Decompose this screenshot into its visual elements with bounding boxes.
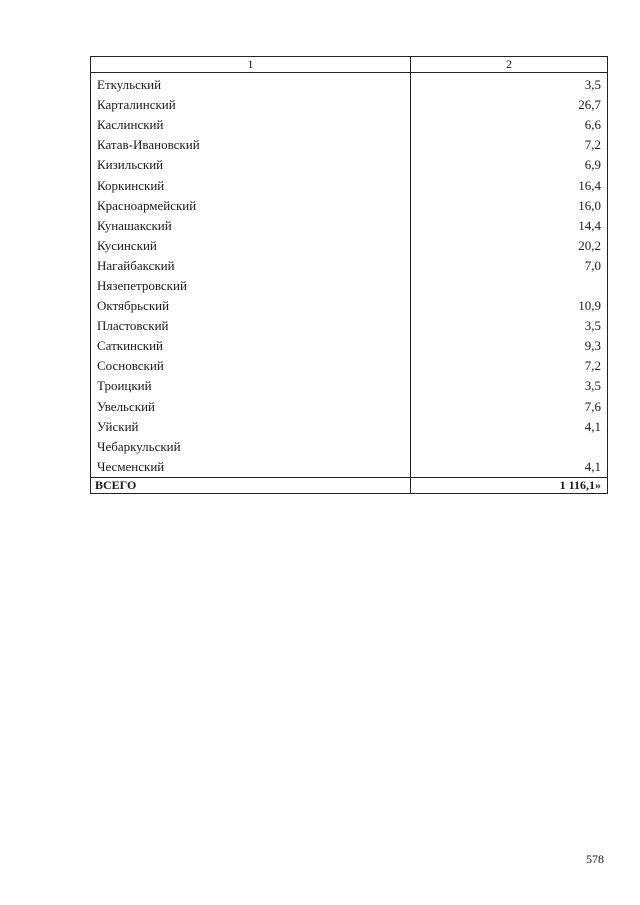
district-value-cell: 7,2: [411, 356, 608, 376]
district-name-cell: Красноармейский: [91, 196, 411, 216]
district-value-cell: 16,0: [411, 196, 608, 216]
table-row: [91, 216, 608, 236]
district-values-table: [90, 56, 608, 494]
district-name-cell: Кусинский: [91, 236, 411, 256]
district-value-cell: 7,6: [411, 397, 608, 417]
table-row: [91, 296, 608, 316]
district-name-cell: Чебаркульский: [91, 437, 411, 457]
district-value-cell: 9,3: [411, 336, 608, 356]
district-value-cell: 20,2: [411, 236, 608, 256]
district-name-cell: Нязепетровский: [91, 276, 411, 296]
total-value-cell: 1 116,1»: [411, 477, 608, 493]
district-name-cell: Троицкий: [91, 376, 411, 396]
table-row: [91, 175, 608, 195]
district-name-cell: Пластовский: [91, 316, 411, 336]
district-name-cell: Нагайбакский: [91, 256, 411, 276]
district-name-cell: Карталинский: [91, 95, 411, 115]
district-name-cell: Увельский: [91, 397, 411, 417]
district-value-cell: 26,7: [411, 95, 608, 115]
table-row: [91, 196, 608, 216]
district-name-cell: Кунашакский: [91, 216, 411, 236]
district-value-cell: 7,2: [411, 135, 608, 155]
table-row: [91, 115, 608, 135]
table-row: [91, 397, 608, 417]
district-name-cell: Сосновский: [91, 356, 411, 376]
table-row: [91, 236, 608, 256]
table-row: [91, 336, 608, 356]
district-name-cell: Саткинский: [91, 336, 411, 356]
district-name-cell: Октябрьский: [91, 296, 411, 316]
table-row: [91, 316, 608, 336]
table-row: [91, 73, 608, 96]
table-row: [91, 95, 608, 115]
district-value-cell: [411, 437, 608, 457]
table-row: [91, 376, 608, 396]
column-header-1: 1: [91, 57, 411, 73]
district-value-cell: 6,9: [411, 155, 608, 175]
table-row: [91, 276, 608, 296]
district-name-cell: Каслинский: [91, 115, 411, 135]
table-header-row: [91, 57, 608, 73]
total-row: [91, 477, 608, 493]
page-number: 578: [586, 852, 604, 866]
district-value-cell: 3,5: [411, 376, 608, 396]
district-value-cell: 4,1: [411, 417, 608, 437]
district-value-cell: 14,4: [411, 216, 608, 236]
table-row: [91, 437, 608, 457]
district-name-cell: Чесменский: [91, 457, 411, 478]
district-value-cell: 4,1: [411, 457, 608, 478]
district-name-cell: Катав-Ивановский: [91, 135, 411, 155]
table-row: [91, 356, 608, 376]
district-value-cell: 10,9: [411, 296, 608, 316]
district-name-cell: Кизильский: [91, 155, 411, 175]
district-name-cell: Уйский: [91, 417, 411, 437]
district-name-cell: Коркинский: [91, 175, 411, 195]
district-value-cell: 16,4: [411, 175, 608, 195]
table-body: [91, 73, 608, 494]
district-value-cell: [411, 276, 608, 296]
table-row: [91, 256, 608, 276]
column-header-2: 2: [411, 57, 608, 73]
table-row: [91, 135, 608, 155]
district-value-cell: 6,6: [411, 115, 608, 135]
table-row: [91, 417, 608, 437]
table-row: [91, 155, 608, 175]
district-value-cell: 7,0: [411, 256, 608, 276]
total-label-cell: ВСЕГО: [91, 477, 411, 493]
district-value-cell: 3,5: [411, 316, 608, 336]
district-value-cell: 3,5: [411, 73, 608, 96]
table-row: [91, 457, 608, 478]
district-name-cell: Еткульский: [91, 73, 411, 96]
